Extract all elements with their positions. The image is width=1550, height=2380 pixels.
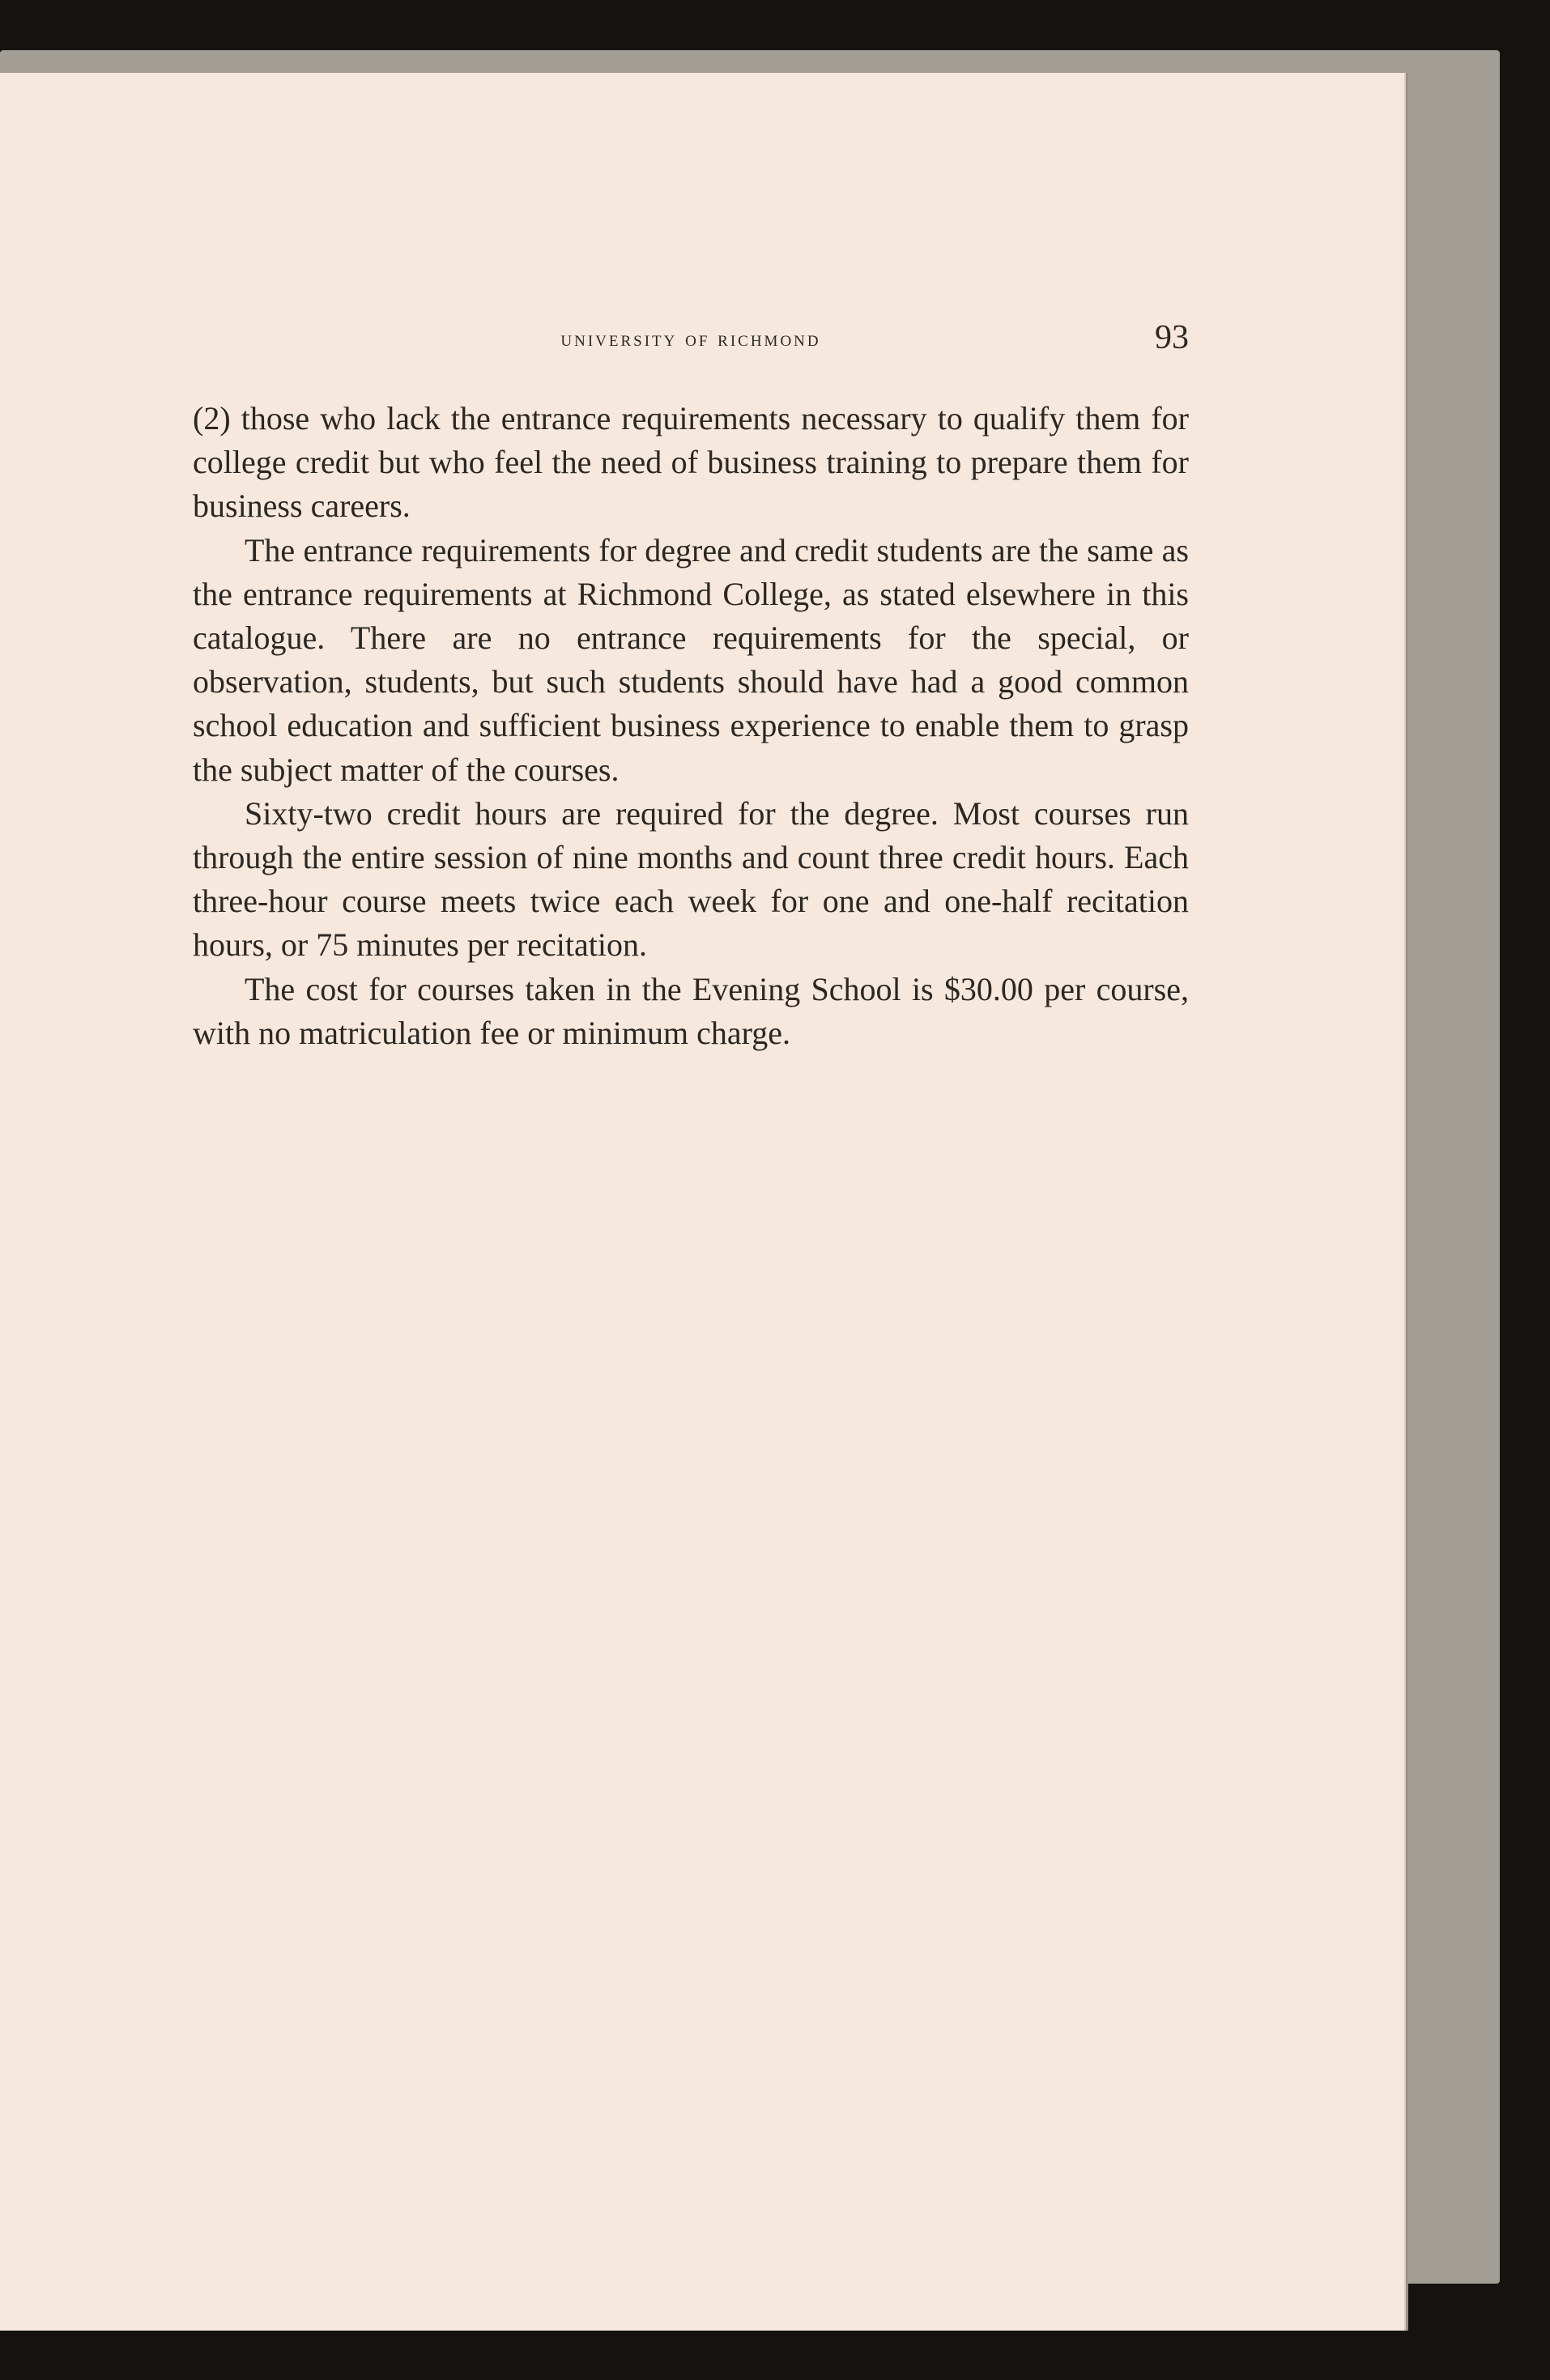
page-number: 93	[1155, 319, 1189, 356]
body-text	[193, 397, 1189, 1055]
running-title: university of richmond	[560, 326, 821, 351]
paragraph-credit-hours: Sixty-two credit hours are required for the degree. Most courses run through the entire session of nine months and count three credit hours. Each three-hour course meets twice each week for one and one-half recitation hours, or 75 minutes per recitation.	[193, 794, 1189, 964]
paragraph-entrance-requirements: The entrance requirements for degree and credit students are the same as the entrance requirements at Richmond College, as stated elsewhere in this catalogue. There are no entrance requirements for the special, or observation, students, but such students should have had a good common school education and sufficient business experience to enable them to grasp the subject matter of the courses.	[193, 531, 1189, 788]
running-head	[193, 318, 1189, 367]
paragraph-cost: The cost for courses taken in the Evening School is $30.00 per course, with no matriculation fee or minimum charge.	[193, 970, 1189, 1051]
paragraph-continuation: (2) those who lack the entrance requirements necessary to qualify them for college credit but who feel the need of business training to prepare them for business careers.	[193, 400, 1189, 525]
